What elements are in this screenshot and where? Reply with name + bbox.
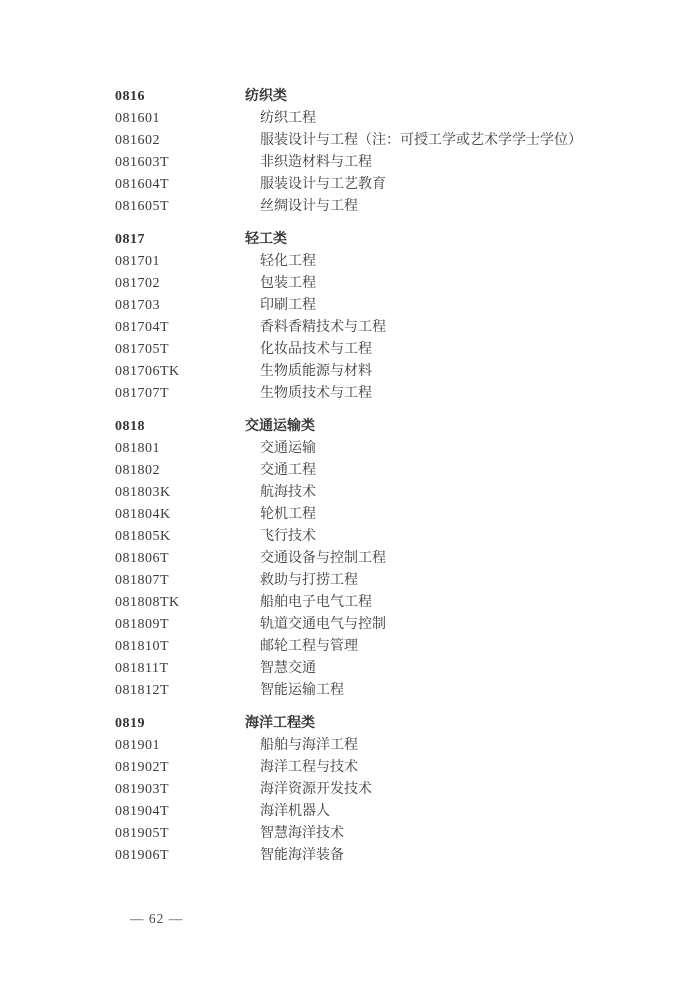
major-name: 服装设计与工程（注：可授工学或艺术学学士学位） [260, 133, 582, 148]
major-row [115, 845, 660, 867]
major-code: 081704T [115, 320, 170, 335]
major-name: 印刷工程 [260, 298, 316, 313]
major-name: 化妆品技术与工程 [260, 342, 372, 357]
major-row [115, 339, 660, 361]
major-name: 航海技术 [260, 485, 316, 500]
major-row [115, 251, 660, 273]
major-name: 非织造材料与工程 [260, 155, 372, 170]
page-number: — 62 — [130, 911, 184, 926]
category-name: 交通运输类 [245, 419, 315, 434]
major-name: 救助与打捞工程 [260, 573, 358, 588]
major-code: 081903T [115, 782, 170, 797]
major-row [115, 779, 660, 801]
major-row [115, 504, 660, 526]
major-row [115, 174, 660, 196]
category-row [115, 416, 660, 438]
major-name: 丝绸设计与工程 [260, 199, 358, 214]
major-name: 生物质技术与工程 [260, 386, 372, 401]
major-code: 081602 [115, 133, 160, 148]
major-code: 081604T [115, 177, 170, 192]
major-name: 海洋工程与技术 [260, 760, 358, 775]
major-code: 081603T [115, 155, 170, 170]
major-code: 081707T [115, 386, 170, 401]
major-code: 081702 [115, 276, 160, 291]
major-name: 轻化工程 [260, 254, 316, 269]
major-name: 海洋机器人 [260, 804, 330, 819]
major-row [115, 823, 660, 845]
major-row [115, 482, 660, 504]
major-code: 081812T [115, 683, 170, 698]
category-code: 0817 [115, 232, 145, 247]
major-name: 飞行技术 [260, 529, 316, 544]
major-code: 081904T [115, 804, 170, 819]
major-row [115, 317, 660, 339]
major-name: 海洋资源开发技术 [260, 782, 372, 797]
major-code: 081705T [115, 342, 170, 357]
major-code: 081805K [115, 529, 171, 544]
major-name: 交通设备与控制工程 [260, 551, 386, 566]
category-name: 海洋工程类 [245, 716, 315, 731]
major-code: 081804K [115, 507, 171, 522]
major-code: 081605T [115, 199, 170, 214]
major-name: 轮机工程 [260, 507, 316, 522]
major-row [115, 801, 660, 823]
major-code: 081810T [115, 639, 170, 654]
category-name: 纺织类 [245, 89, 287, 104]
major-row [115, 295, 660, 317]
major-code: 081906T [115, 848, 170, 863]
major-row [115, 614, 660, 636]
major-code: 081701 [115, 254, 160, 269]
major-row [115, 196, 660, 218]
major-name: 邮轮工程与管理 [260, 639, 358, 654]
major-name: 交通运输 [260, 441, 316, 456]
major-name: 香料香精技术与工程 [260, 320, 386, 335]
major-category-section [115, 713, 660, 867]
major-row [115, 757, 660, 779]
major-row [115, 130, 660, 152]
major-code: 081808TK [115, 595, 180, 610]
major-row [115, 680, 660, 702]
major-name: 船舶与海洋工程 [260, 738, 358, 753]
major-row [115, 592, 660, 614]
major-row [115, 570, 660, 592]
major-name: 智慧海洋技术 [260, 826, 344, 841]
major-row [115, 361, 660, 383]
category-row [115, 229, 660, 251]
category-row [115, 86, 660, 108]
major-code: 081902T [115, 760, 170, 775]
major-code: 081905T [115, 826, 170, 841]
major-name: 智能海洋装备 [260, 848, 344, 863]
major-category-section [115, 86, 660, 218]
major-catalog-list [115, 86, 660, 867]
major-category-section [115, 416, 660, 702]
major-code: 081601 [115, 111, 160, 126]
major-row [115, 548, 660, 570]
major-name: 服装设计与工艺教育 [260, 177, 386, 192]
major-name: 智慧交通 [260, 661, 316, 676]
major-row [115, 273, 660, 295]
page-footer [130, 911, 183, 927]
major-name: 智能运输工程 [260, 683, 344, 698]
major-row [115, 152, 660, 174]
major-code: 081703 [115, 298, 160, 313]
major-name: 纺织工程 [260, 111, 316, 126]
major-code: 081803K [115, 485, 171, 500]
major-row [115, 636, 660, 658]
major-row [115, 735, 660, 757]
major-row [115, 658, 660, 680]
major-code: 081806T [115, 551, 170, 566]
major-code: 081901 [115, 738, 160, 753]
major-code: 081809T [115, 617, 170, 632]
major-row [115, 108, 660, 130]
category-row [115, 713, 660, 735]
major-code: 081801 [115, 441, 160, 456]
category-code: 0819 [115, 716, 145, 731]
major-code: 081706TK [115, 364, 180, 379]
major-name: 生物质能源与材料 [260, 364, 372, 379]
major-name: 包装工程 [260, 276, 316, 291]
category-code: 0818 [115, 419, 145, 434]
major-name: 交通工程 [260, 463, 316, 478]
major-code: 081807T [115, 573, 170, 588]
major-name: 船舶电子电气工程 [260, 595, 372, 610]
major-row [115, 438, 660, 460]
major-row [115, 526, 660, 548]
category-code: 0816 [115, 89, 145, 104]
major-category-section [115, 229, 660, 405]
major-code: 081802 [115, 463, 160, 478]
category-name: 轻工类 [245, 232, 287, 247]
major-row [115, 383, 660, 405]
major-name: 轨道交通电气与控制 [260, 617, 386, 632]
major-row [115, 460, 660, 482]
major-code: 081811T [115, 661, 169, 676]
